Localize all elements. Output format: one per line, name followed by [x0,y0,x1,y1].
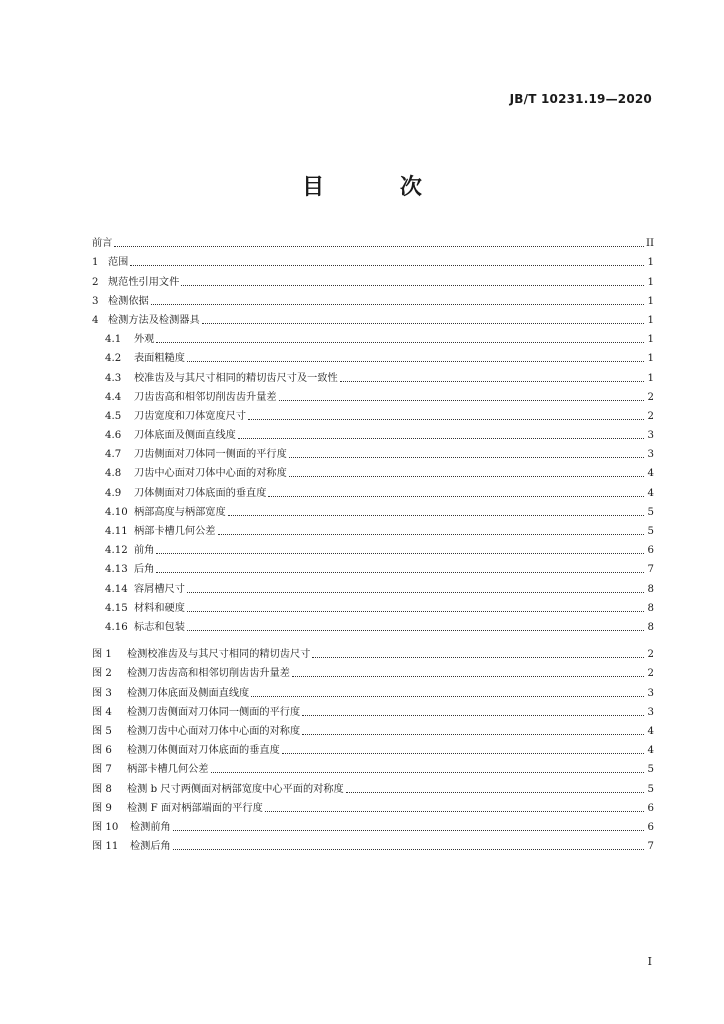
entry-page-number: 5 [647,506,654,518]
entry-title: 柄部高度与柄部宽度 [134,506,226,518]
dot-leader [346,792,644,793]
toc-entry[interactable] [92,423,654,442]
entry-number: 4.9 [105,487,122,499]
entry-number: 图 3 [92,687,112,699]
figure-entry[interactable] [92,815,654,834]
dot-leader [238,438,644,439]
entry-number: 4.7 [105,449,122,461]
list-of-figures [92,642,654,853]
entry-title: 校准齿及与其尺寸相同的精切齿尺寸及一致性 [134,372,338,384]
entry-page-number: II [645,238,654,250]
entry-page-number: 5 [647,764,654,776]
entry-number: 4.16 [105,621,128,633]
entry-title: 范围 [108,257,129,269]
entry-number: 图 6 [92,745,112,757]
figure-entry[interactable] [92,834,654,853]
entry-title: 材料和硬度 [134,602,185,614]
dot-leader [302,715,644,716]
entry-page-number: 4 [647,468,654,480]
toc-entry[interactable] [92,327,654,346]
entry-number: 4.6 [105,430,122,442]
entry-title: 检测 b 尺寸两侧面对柄部宽度中心平面的对称度 [127,783,344,795]
table-of-contents [92,231,654,634]
entry-title: 刀齿宽度和刀体宽度尺寸 [134,410,247,422]
entry-page-number: 2 [647,410,654,422]
entry-number: 4.8 [105,468,122,480]
figure-entry[interactable] [92,642,654,661]
toc-entry[interactable] [92,461,654,480]
entry-page-number: 6 [647,802,654,814]
entry-number: 4.5 [105,410,122,422]
entry-page-number: 1 [647,276,654,288]
entry-title: 检测后角 [130,841,171,853]
toc-entry[interactable] [92,615,654,634]
entry-number: 图 10 [92,821,119,833]
figure-entry[interactable] [92,757,654,776]
dot-leader [292,676,644,677]
dot-leader [289,457,644,458]
toc-entry[interactable] [92,538,654,557]
dot-leader [187,630,644,631]
entry-title: 检测校准齿及与其尺寸相同的精切齿尺寸 [127,649,311,661]
entry-page-number: 6 [647,545,654,557]
toc-entry[interactable] [92,346,654,365]
dot-leader [279,400,644,401]
entry-number: 4.14 [105,583,128,595]
figure-entry[interactable] [92,719,654,738]
dot-leader [268,496,644,497]
entry-number: 4.11 [105,526,128,537]
dot-leader [156,342,644,343]
figure-entry[interactable] [92,738,654,757]
entry-page-number: 5 [647,783,654,795]
entry-number: 4 [92,314,99,326]
dot-leader [302,734,644,735]
dot-leader [251,696,644,697]
toc-entry[interactable] [92,385,654,404]
toc-entry[interactable] [92,365,654,384]
entry-page-number: 1 [647,353,654,365]
entry-title: 检测刀体侧面对刀体底面的垂直度 [127,745,280,757]
entry-page-number: 2 [647,391,654,403]
dot-leader [312,657,644,658]
toc-entry[interactable] [92,289,654,308]
entry-page-number: 3 [647,706,654,718]
entry-title: 检测方法及检测器具 [108,314,200,326]
entry-title: 标志和包装 [134,621,185,633]
entry-page-number: 5 [647,526,654,537]
entry-title: 前角 [134,545,155,557]
dot-leader [282,753,644,754]
entry-title: 检测刀齿侧面对刀体同一侧面的平行度 [127,706,301,718]
toc-entry[interactable] [92,557,654,576]
entry-number: 4.1 [105,334,122,346]
entry-page-number: 1 [647,257,654,269]
entry-title: 刀体侧面对刀体底面的垂直度 [134,487,267,499]
entry-page-number: 3 [647,449,654,461]
entry-title: 刀齿侧面对刀体同一侧面的平行度 [134,449,287,461]
footer-page-number: I [647,955,652,968]
toc-entry[interactable] [92,442,654,461]
entry-title: 检测刀体底面及侧面直线度 [127,687,250,699]
entry-number: 图 9 [92,802,112,814]
toc-entry[interactable] [92,500,654,519]
dot-leader [228,515,644,516]
toc-entry[interactable] [92,596,654,615]
entry-number: 图 4 [92,706,112,718]
toc-entry[interactable] [92,231,654,250]
entry-title: 刀齿中心面对刀体中心面的对称度 [134,468,287,480]
entry-page-number: 7 [647,564,654,576]
entry-title: 检测前角 [130,821,171,833]
toc-entry[interactable] [92,576,654,595]
entry-number: 4.15 [105,602,128,614]
entry-page-number: 4 [647,725,654,737]
dot-leader [340,381,644,382]
dot-leader [187,611,644,612]
entry-title: 刀齿齿高和相邻切削齿齿升量差 [134,391,277,403]
entry-page-number: 8 [647,602,654,614]
entry-title: 柄部卡槽几何公差 [134,526,216,537]
toc-entry[interactable] [92,308,654,327]
toc-entry[interactable] [92,404,654,423]
entry-page-number: 7 [647,841,654,853]
entry-number: 4.10 [105,506,128,518]
entry-title: 容屑槽尺寸 [134,583,185,595]
dot-leader [211,772,645,773]
entry-title: 前言 [92,238,113,250]
entry-number: 4.3 [105,372,122,384]
entry-page-number: 3 [647,687,654,699]
figure-entry[interactable] [92,796,654,815]
entry-page-number: 3 [647,430,654,442]
toc-entry[interactable] [92,519,654,538]
entry-number: 2 [92,276,99,288]
entry-page-number: 4 [647,745,654,757]
toc-entry[interactable] [92,250,654,269]
dot-leader [289,476,644,477]
entry-page-number: 1 [647,314,654,326]
entry-title: 检测依据 [108,295,149,307]
entry-title: 外观 [134,334,155,346]
entry-title: 检测刀齿中心面对刀体中心面的对称度 [127,725,301,737]
entry-page-number: 8 [647,583,654,595]
dot-leader [156,553,644,554]
entry-number: 图 5 [92,725,112,737]
entry-title: 后角 [134,564,155,576]
dot-leader [114,246,644,247]
entry-title: 柄部卡槽几何公差 [127,764,209,776]
entry-page-number: 4 [647,487,654,499]
entry-title: 规范性引用文件 [108,276,180,288]
toc-entry[interactable] [92,480,654,499]
entry-number: 图 7 [92,764,112,776]
entry-number: 图 8 [92,783,112,795]
entry-number: 4.4 [105,391,122,403]
dot-leader [265,811,644,812]
toc-entry[interactable] [92,269,654,288]
entry-page-number: 6 [647,821,654,833]
dot-leader [187,592,644,593]
dot-leader [130,265,644,266]
entry-title: 表面粗糙度 [134,353,185,365]
dot-leader [173,849,644,850]
entry-page-number: 1 [647,334,654,346]
figure-entry[interactable] [92,700,654,719]
entry-number: 图 11 [92,841,119,853]
entry-number: 图 2 [92,668,112,680]
dot-leader [248,419,644,420]
standard-code: JB/T 10231.19—2020 [509,92,652,106]
dot-leader [181,285,644,286]
entry-number: 图 1 [92,649,112,661]
dot-leader [173,830,644,831]
dot-leader [218,534,645,535]
entry-page-number: 1 [647,295,654,307]
dot-leader [156,572,644,573]
entry-page-number: 8 [647,621,654,633]
entry-title: 刀体底面及侧面直线度 [134,430,236,442]
entry-number: 4.12 [105,545,128,557]
figure-entry[interactable] [92,661,654,680]
entry-number: 3 [92,295,99,307]
entry-page-number: 2 [647,668,654,680]
entry-number: 4.2 [105,353,122,365]
figure-entry[interactable] [92,776,654,795]
entry-number: 4.13 [105,564,128,576]
dot-leader [202,323,644,324]
toc-title: 目 次 [302,175,456,200]
dot-leader [187,361,644,362]
entry-page-number: 1 [647,372,654,384]
dot-leader [151,304,644,305]
entry-title: 检测刀齿齿高和相邻切削齿齿升量差 [127,668,290,680]
figure-entry[interactable] [92,680,654,699]
entry-number: 1 [92,257,99,269]
entry-title: 检测 F 面对柄部端面的平行度 [127,802,263,814]
entry-page-number: 2 [647,649,654,661]
